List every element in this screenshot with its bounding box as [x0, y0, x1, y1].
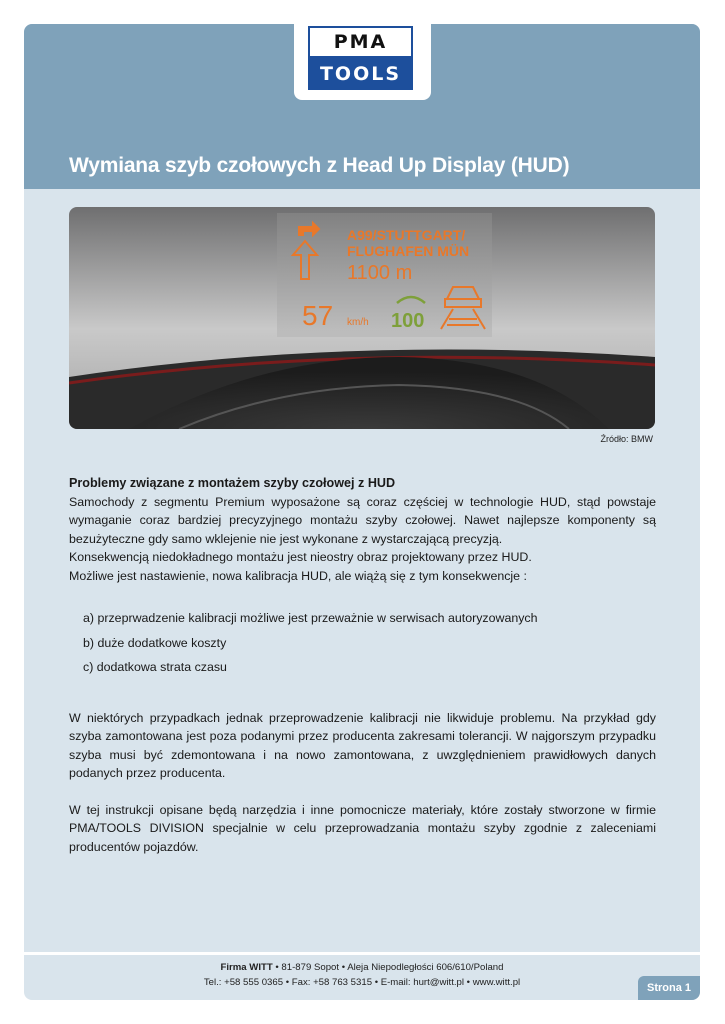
consequence-line: Konsekwencją niedokładnego montażu jest nieostry obraz projektowany przez HUD. — [69, 550, 532, 564]
hud-distance: 1100 m — [347, 262, 413, 284]
instruction-paragraph: W tej instrukcji opisane będą narzędzia i inne pomocnicze materiały, które zostały stworzone w firmie PMA/TOOLS DIVISION specjalnie w celu przeprowadzania montażu szyby zgodnie z zaleceniami producentów pojazdów. — [69, 802, 656, 854]
hud-route-line1: A99/STUTTGART/ — [347, 227, 466, 243]
section-heading: Problemy związane z montażem szyby czołowej z HUD — [69, 476, 396, 490]
hud-photo — [69, 207, 655, 429]
logo-text-tools: TOOLS — [308, 58, 413, 90]
intro-paragraph: Samochody z segmentu Premium wyposażone są coraz częściej w technologie HUD, stąd powstaje wymaganie coraz bardziej precyzyjnego montażu szyby czołowej. Nawet najlepsze komponenty są bezużyteczne gdy samo wklejenie nie jest wykonane z wystarczającą precyzją. — [69, 494, 656, 546]
footer-address: • 81-879 Sopot • Aleja Niepodległości 606/610/Poland — [272, 962, 504, 973]
footer-address-line — [24, 962, 700, 973]
page-title: Wymiana szyb czołowych z Head Up Display (HUD) — [69, 154, 570, 177]
main-content — [69, 474, 656, 856]
calibration-paragraph: W niektórych przypadkach jednak przeprowadzenie kalibracji nie likwiduje problemu. Na przykład gdy szyba zamontowana jest poza podanymi przez producenta zakresami tolerancji. W najgorszym przypadku szyba musi być zdemontowana i na nowo zamontowana, z uwzględnieniem prawidłowych danych podanych przez producenta. — [69, 710, 656, 780]
page-number-badge: Strona 1 — [638, 976, 700, 1000]
image-source-caption: Źródło: BMW — [600, 434, 653, 444]
footer — [24, 955, 700, 1000]
logo — [294, 14, 431, 100]
hud-route-line2: FLUGHAFEN MÜN — [347, 243, 470, 259]
calibration-line: Możliwe jest nastawienie, nowa kalibracja HUD, ale wiążą się z tym konsekwencje : — [69, 568, 527, 583]
list-item: a) przeprwadzenie kalibracji możliwe jest przeważnie w serwisach autoryzowanych — [83, 611, 538, 625]
list-item: c) dodatkowa strata czasu — [83, 660, 227, 674]
consequence-list — [69, 609, 656, 677]
footer-company: Firma WITT — [220, 962, 273, 973]
hud-speed: 57 — [302, 300, 334, 331]
hud-speed-unit: km/h — [347, 317, 369, 328]
logo-text-pma: PMA — [308, 26, 413, 58]
footer-contact: Tel.: +58 555 0365 • Fax: +58 763 5315 • E-mail: hurt@witt.pl • www.witt.pl — [203, 977, 521, 988]
list-item: b) duże dodatkowe koszty — [83, 635, 227, 650]
hud-limit: 100 — [391, 310, 425, 332]
